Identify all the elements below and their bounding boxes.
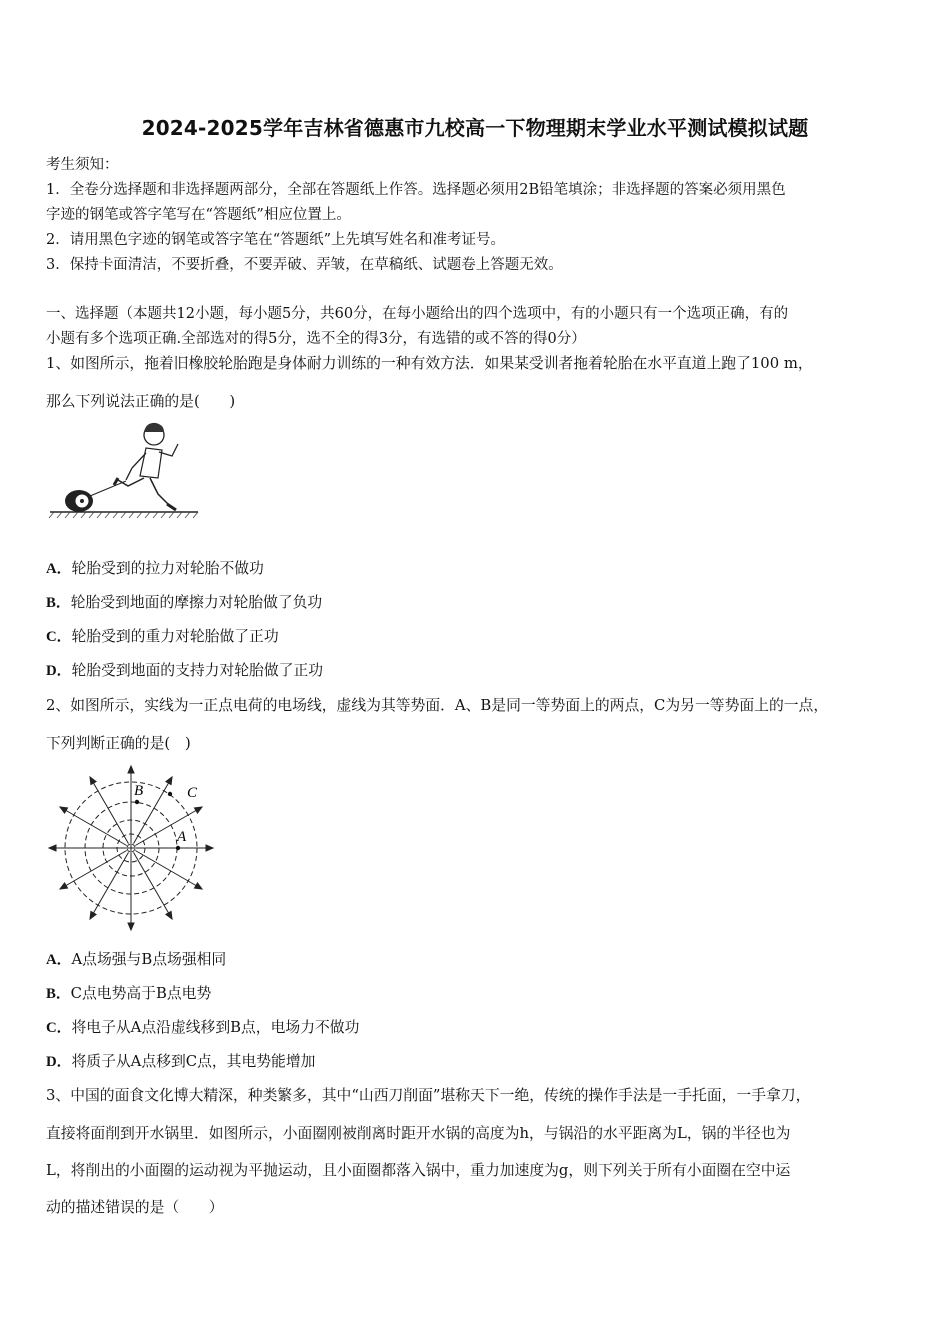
option-b <box>46 591 914 612</box>
option-a <box>46 557 914 578</box>
option-d <box>46 659 914 680</box>
option-text: 轮胎受到的拉力对轮胎不做功 <box>71 560 264 577</box>
option-letter: A． <box>46 561 72 577</box>
field-line <box>60 851 127 890</box>
field-line <box>90 777 129 844</box>
option-d <box>46 1050 914 1071</box>
option-letter: A． <box>46 952 72 968</box>
field-arrow <box>90 911 96 919</box>
tire-runner-figure <box>46 418 204 520</box>
option-letter: D． <box>46 1054 72 1070</box>
field-arrow <box>206 845 213 851</box>
page-title: 2024-2025学年吉林省德惠市九校高一下物理期末学业水平测试模拟试题 <box>141 116 809 140</box>
label-c: C <box>187 785 198 801</box>
field-arrow <box>128 923 134 930</box>
option-letter: B． <box>46 986 71 1002</box>
option-text: 将电子从A点沿虚线移到B点，电场力不做功 <box>71 1019 360 1036</box>
field-arrow <box>128 766 134 773</box>
field-arrow <box>194 807 202 813</box>
question-3-text: 3、中国的面食文化博大精深，种类繁多，其中“山西刀削面”堪称天下一绝，传统的操作手法是一手托面，一手拿刀， <box>46 1087 811 1104</box>
question-2-text: 下列判断正确的是( ) <box>46 735 191 752</box>
notice-line: 字迹的钢笔或答字笔写在“答题纸”相应位置上。 <box>46 207 351 223</box>
field-arrow <box>166 911 172 919</box>
field-line <box>135 807 202 846</box>
question-1-text: 那么下列说法正确的是( ) <box>46 393 236 410</box>
option-letter: C． <box>46 629 72 645</box>
option-b <box>46 982 914 1003</box>
question-2-text: 2、如图所示，实线为一正点电荷的电场线，虚线为其等势面．A、B是同一等势面上的两点，C为另一等势面上的一点， <box>46 697 829 714</box>
option-c <box>46 1016 914 1037</box>
option-letter: B． <box>46 595 71 611</box>
label-a: A <box>177 829 187 845</box>
notice-line: 2．请用黑色字迹的钢笔或答字笔在“答题纸”上先填写姓名和准考证号。 <box>46 232 506 248</box>
notice-heading: 考生须知： <box>46 157 119 173</box>
field-arrow <box>60 807 68 813</box>
question-3-text: 直接将面削到开水锅里．如图所示，小面圈刚被削离时距开水锅的高度为h，与锅沿的水平距离为L，锅的半径也为 <box>46 1125 791 1142</box>
option-text: 轮胎受到的重力对轮胎做了正功 <box>71 628 279 645</box>
option-text: 轮胎受到地面的摩擦力对轮胎做了负功 <box>70 594 323 611</box>
section-instruction: 小题有多个选项正确.全部选对的得5分，选不全的得3分，有选错的或不答的得0分） <box>46 331 586 347</box>
option-text: 将质子从A点移到C点，其电势能增加 <box>71 1053 316 1070</box>
option-text: 轮胎受到地面的支持力对轮胎做了正功 <box>71 662 324 679</box>
option-letter: D． <box>46 663 72 679</box>
field-line <box>90 852 129 919</box>
option-text: A点场强与B点场强相同 <box>71 951 227 968</box>
field-line <box>134 852 173 919</box>
question-3-text: L，将削出的小面圈的运动视为平抛运动，且小面圈都落入锅中，重力加速度为g，则下列关于所有小面圈在空中运 <box>46 1162 791 1179</box>
section-instruction: 一、选择题（本题共12小题，每小题5分，共60分，在每小题给出的四个选项中，有的小题只有一个选项正确，有的 <box>46 306 789 322</box>
electric-field-figure <box>46 762 216 934</box>
option-text: C点电势高于B点电势 <box>70 985 212 1002</box>
question-3-text: 动的描述错误的是（ ） <box>46 1199 224 1216</box>
field-arrow <box>194 883 202 889</box>
option-a <box>46 948 914 969</box>
label-b: B <box>134 783 144 799</box>
question-1-text: 1、如图所示，拖着旧橡胶轮胎跑是身体耐力训练的一种有效方法．如果某受训者拖着轮胎在水平直道上跑了100 m， <box>46 355 813 372</box>
option-c <box>46 625 914 646</box>
field-arrow <box>49 845 56 851</box>
field-line <box>60 807 127 846</box>
field-arrow <box>90 777 96 785</box>
option-letter: C． <box>46 1020 72 1036</box>
field-arrow <box>60 883 68 889</box>
notice-line: 1．全卷分选择题和非选择题两部分，全部在答题纸上作答。选择题必须用2B铅笔填涂；非选择题的答案必须用黑色 <box>46 182 786 198</box>
notice-line: 3．保持卡面清洁，不要折叠，不要弄破、弄皱，在草稿纸、试题卷上答题无效。 <box>46 257 563 273</box>
field-line <box>135 851 202 890</box>
field-arrow <box>166 777 172 785</box>
